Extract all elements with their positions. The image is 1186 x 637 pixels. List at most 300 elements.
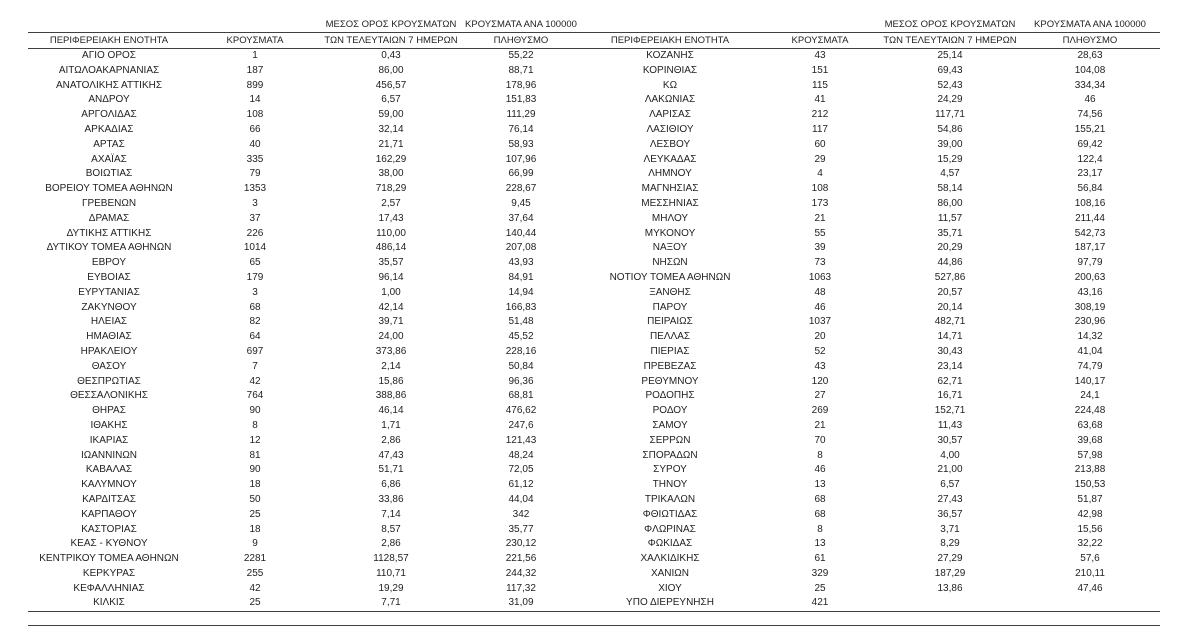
table-row <box>28 301 1160 316</box>
value-cell: 117,32 <box>506 582 536 594</box>
value-cell: 17,43 <box>378 212 404 224</box>
value-cell: 42,98 <box>1077 508 1103 520</box>
value-cell: 334,34 <box>1074 79 1106 91</box>
region-cell: ΦΛΩΡΙΝΑΣ <box>644 523 696 535</box>
value-cell: 16,71 <box>937 390 963 402</box>
value-cell: 20,14 <box>937 301 963 313</box>
region-cell: ΜΥΚΟΝΟΥ <box>644 227 696 239</box>
value-cell: 29 <box>814 153 826 165</box>
value-cell: 308,19 <box>1074 301 1106 313</box>
value-cell: 76,14 <box>508 123 534 135</box>
value-cell: 30,43 <box>937 345 963 357</box>
footer-rule-cell <box>28 612 1160 626</box>
value-cell: 55 <box>814 227 826 239</box>
table-footer <box>28 612 1160 626</box>
value-cell: 108 <box>246 109 264 121</box>
value-cell: 51,48 <box>508 316 534 328</box>
region-cell: ΘΕΣΠΡΩΤΙΑΣ <box>77 375 141 387</box>
table-row <box>28 256 1160 271</box>
value-cell: 25 <box>814 582 826 594</box>
value-cell: 37 <box>249 212 261 224</box>
value-cell: 30,57 <box>937 434 963 446</box>
value-cell: 57,6 <box>1080 553 1100 565</box>
region-cell: ΡΟΔΟΥ <box>652 405 688 417</box>
value-cell: 48 <box>814 286 826 298</box>
value-cell: 38,00 <box>378 168 404 180</box>
table-row <box>28 463 1160 478</box>
region-cell: ΕΥΒΟΙΑΣ <box>87 271 131 283</box>
region-cell: ΣΕΡΡΩΝ <box>649 434 691 446</box>
region-cell: ΑΡΤΑΣ <box>93 138 125 150</box>
value-cell: 226 <box>246 227 264 239</box>
value-cell: 21,00 <box>937 464 963 476</box>
table-row <box>28 389 1160 404</box>
region-cell: ΧΑΛΚΙΔΙΚΗΣ <box>640 553 700 565</box>
value-cell: 110,71 <box>376 567 406 579</box>
region-cell: ΗΜΑΘΙΑΣ <box>86 331 132 343</box>
value-cell: 3 <box>252 197 258 209</box>
value-cell: 42 <box>249 375 261 387</box>
value-cell: 764 <box>246 390 264 402</box>
value-cell: 542,73 <box>1074 227 1106 239</box>
value-cell: 187,29 <box>934 567 966 579</box>
value-cell: 21 <box>814 419 826 431</box>
region-cell: ΑΡΚΑΔΙΑΣ <box>84 123 134 135</box>
table-row <box>28 567 1160 582</box>
table-row <box>28 508 1160 523</box>
region-cell: ΜΕΣΣΗΝΙΑΣ <box>641 197 699 209</box>
table-row <box>28 493 1160 508</box>
value-cell: 24,29 <box>937 94 963 106</box>
value-cell: 55,22 <box>508 50 534 61</box>
value-cell: 476,62 <box>505 405 537 417</box>
value-cell: 42 <box>249 582 261 594</box>
value-cell: 51,87 <box>1077 493 1103 505</box>
region-cell: ΝΟΤΙΟΥ ΤΟΜΕΑ ΑΘΗΝΩΝ <box>609 271 731 283</box>
value-cell: 1,71 <box>381 419 401 431</box>
value-cell: 187 <box>246 64 264 76</box>
value-cell: 96,14 <box>378 271 404 283</box>
region-cell: ΑΧΑΪΑΣ <box>91 153 127 165</box>
table-row <box>28 153 1160 168</box>
value-cell: 44,04 <box>508 493 534 505</box>
region-cell: ΠΕΙΡΑΙΩΣ <box>647 316 693 328</box>
value-cell: 4,57 <box>940 168 960 180</box>
value-cell: 15,56 <box>1077 523 1103 535</box>
value-cell: 155,21 <box>1074 123 1106 135</box>
value-cell: 421 <box>760 596 880 611</box>
value-cell: 2,57 <box>381 197 401 209</box>
value-cell: 373,86 <box>375 345 407 357</box>
region-cell: ΘΑΣΟΥ <box>91 360 127 372</box>
value-cell: 65 <box>249 257 261 269</box>
value-cell: 73 <box>814 257 826 269</box>
value-cell: 32,22 <box>1077 538 1103 550</box>
table-row <box>28 419 1160 434</box>
value-cell: 210,11 <box>1075 567 1105 579</box>
header-per100k-left-line1: ΚΡΟΥΣΜΑΤΑ ΑΝΑ 100000 <box>462 12 580 33</box>
header-avg7-left-line1: ΜΕΣΟΣ ΟΡΟΣ ΚΡΟΥΣΜΑΤΩΝ <box>320 12 462 33</box>
value-cell: 230,96 <box>1074 316 1106 328</box>
region-cell: ΗΡΑΚΛΕΙΟΥ <box>80 345 138 357</box>
value-cell: 179 <box>246 271 264 283</box>
value-cell: 104,08 <box>1074 64 1106 76</box>
value-cell: 20,29 <box>937 242 963 254</box>
value-cell: 46 <box>1084 94 1096 106</box>
value-cell: 166,83 <box>505 301 537 313</box>
value-cell: 13 <box>814 479 826 491</box>
value-cell: 9,45 <box>511 197 531 209</box>
value-cell: 46 <box>814 464 826 476</box>
table-row <box>28 227 1160 242</box>
region-cell: ΛΑΡΙΣΑΣ <box>649 109 691 121</box>
value-cell: 1128,57 <box>373 553 409 565</box>
value-cell: 8 <box>252 419 258 431</box>
header-cases-left: ΚΡΟΥΣΜΑΤΑ <box>190 33 320 49</box>
value-cell: 213,88 <box>1074 464 1106 476</box>
value-cell: 46,14 <box>378 405 404 417</box>
value-cell: 697 <box>246 345 264 357</box>
value-cell: 81 <box>249 449 261 461</box>
value-cell: 66,99 <box>508 168 534 180</box>
region-cell: ΒΟΙΩΤΙΑΣ <box>85 168 133 180</box>
value-cell: 6,57 <box>940 479 960 491</box>
value-cell: 178,96 <box>505 79 537 91</box>
value-cell: 2281 <box>243 553 267 565</box>
region-cell: ΑΝΑΤΟΛΙΚΗΣ ΑΤΤΙΚΗΣ <box>55 79 163 91</box>
region-cell: ΣΠΟΡΑΔΩΝ <box>642 449 698 461</box>
value-cell: 20 <box>814 331 826 343</box>
value-cell: 33,86 <box>378 493 404 505</box>
value-cell: 122,4 <box>1077 153 1103 165</box>
region-cell: ΠΑΡΟΥ <box>652 301 688 313</box>
region-cell: ΣΑΜΟΥ <box>652 419 688 431</box>
value-cell <box>1020 596 1160 611</box>
value-cell: 2,86 <box>381 434 401 446</box>
value-cell: 7,14 <box>381 508 401 520</box>
header-avg7-left-line2: ΤΩΝ ΤΕΛΕΥΤΑΙΩΝ 7 ΗΜΕΡΩΝ <box>320 33 462 49</box>
table-row <box>28 108 1160 123</box>
value-cell: 69,42 <box>1077 138 1103 150</box>
value-cell: 15,29 <box>937 153 963 165</box>
value-cell: 456,57 <box>375 79 407 91</box>
regional-cases-table <box>28 12 1160 626</box>
value-cell: 68 <box>814 493 826 505</box>
region-cell: ΙΚΑΡΙΑΣ <box>89 434 129 446</box>
table-row <box>28 360 1160 375</box>
value-cell: 66 <box>249 123 261 135</box>
value-cell: 35,77 <box>508 523 534 535</box>
header-avg7-right-line1: ΜΕΣΟΣ ΟΡΟΣ ΚΡΟΥΣΜΑΤΩΝ <box>880 12 1020 33</box>
region-cell: ΗΛΕΙΑΣ <box>90 316 128 328</box>
value-cell: 74,56 <box>1077 109 1103 121</box>
value-cell: 32,14 <box>378 123 404 135</box>
region-cell: ΤΡΙΚΑΛΩΝ <box>644 493 696 505</box>
value-cell: 23,14 <box>937 360 963 372</box>
value-cell: 20,57 <box>937 286 963 298</box>
region-cell: ΕΥΡΥΤΑΝΙΑΣ <box>78 286 140 298</box>
value-cell: 35,71 <box>937 227 963 239</box>
region-cell: ΝΗΣΩΝ <box>652 257 688 269</box>
value-cell: 140,44 <box>505 227 537 239</box>
value-cell: 70 <box>814 434 826 446</box>
value-cell: 25 <box>249 508 261 520</box>
value-cell: 2,14 <box>381 360 401 372</box>
value-cell: 6,86 <box>381 479 401 491</box>
value-cell: 23,17 <box>1077 168 1103 180</box>
footer-rule-row <box>28 612 1160 626</box>
value-cell: 230,12 <box>505 538 537 550</box>
region-cell: ΔΥΤΙΚΗΣ ΑΤΤΙΚΗΣ <box>66 227 152 239</box>
header-region-right: ΠΕΡΙΦΕΡΕΙΑΚΗ ΕΝΟΤΗΤΑ <box>580 33 760 49</box>
table-row <box>28 330 1160 345</box>
value-cell: 1,00 <box>381 286 401 298</box>
region-cell: ΑΙΤΩΛΟΑΚΑΡΝΑΝΙΑΣ <box>58 64 160 76</box>
value-cell: 68 <box>249 301 261 313</box>
value-cell: 13,86 <box>937 582 963 594</box>
value-cell: 86,00 <box>937 197 963 209</box>
region-cell: ΛΑΣΙΘΙΟΥ <box>646 123 694 135</box>
region-cell: ΒΟΡΕΙΟΥ ΤΟΜΕΑ ΑΘΗΝΩΝ <box>45 183 173 195</box>
region-cell: ΠΡΕΒΕΖΑΣ <box>643 360 697 372</box>
header-avg7-right-line2: ΤΩΝ ΤΕΛΕΥΤΑΙΩΝ 7 ΗΜΕΡΩΝ <box>880 33 1020 49</box>
value-cell: 74,79 <box>1077 360 1103 372</box>
value-cell: 47,46 <box>1077 582 1103 594</box>
value-cell: 48,24 <box>508 449 534 461</box>
value-cell: 8 <box>817 449 823 461</box>
value-cell: 39 <box>814 242 826 254</box>
table-row <box>28 375 1160 390</box>
value-cell: 108,16 <box>1074 197 1106 209</box>
value-cell: 64 <box>249 331 261 343</box>
value-cell: 14,32 <box>1077 331 1103 343</box>
value-cell: 718,29 <box>375 183 407 195</box>
region-cell: ΝΑΞΟΥ <box>652 242 688 254</box>
region-cell: ΚΑΛΥΜΝΟΥ <box>81 479 137 491</box>
value-cell: 7 <box>252 360 258 372</box>
value-cell: 15,86 <box>378 375 404 387</box>
value-cell: 486,14 <box>375 242 407 254</box>
value-cell: 4,00 <box>940 449 960 461</box>
value-cell: 1014 <box>243 242 267 254</box>
value-cell: 11,57 <box>937 212 963 224</box>
value-cell: 120 <box>811 375 829 387</box>
region-cell: ΖΑΚΥΝΘΟΥ <box>81 301 137 313</box>
value-cell: 57,98 <box>1077 449 1103 461</box>
header-per100k-right-line1: ΚΡΟΥΣΜΑΤΑ ΑΝΑ 100000 <box>1020 12 1160 33</box>
value-cell: 8,29 <box>940 538 960 550</box>
value-cell: 43,93 <box>508 257 534 269</box>
value-cell: 151,83 <box>505 94 537 106</box>
region-cell: ΚΑΡΠΑΘΟΥ <box>81 508 137 520</box>
value-cell: 68 <box>814 508 826 520</box>
region-cell: ΑΝΔΡΟΥ <box>88 94 130 106</box>
region-cell: ΚΟΖΑΝΗΣ <box>646 50 694 61</box>
value-cell: 25 <box>190 596 320 611</box>
table-row <box>28 182 1160 197</box>
value-cell: 108 <box>811 183 829 195</box>
value-cell: 1037 <box>808 316 832 328</box>
table-body <box>28 49 1160 612</box>
value-cell: 140,17 <box>1074 375 1106 387</box>
value-cell: 60 <box>814 138 826 150</box>
value-cell: 12 <box>249 434 261 446</box>
table-row <box>28 552 1160 567</box>
value-cell: 50 <box>249 493 261 505</box>
value-cell: 35,57 <box>378 257 404 269</box>
value-cell: 82 <box>249 316 261 328</box>
value-cell: 25,14 <box>937 50 963 61</box>
value-cell: 200,63 <box>1074 271 1106 283</box>
table-row <box>28 197 1160 212</box>
value-cell: 527,86 <box>934 271 966 283</box>
table-row <box>28 523 1160 538</box>
table-row <box>28 315 1160 330</box>
value-cell: 68,81 <box>508 390 534 402</box>
value-cell <box>880 596 1020 611</box>
value-cell: 2,86 <box>381 538 401 550</box>
value-cell: 41,04 <box>1077 345 1103 357</box>
value-cell: 110,00 <box>376 227 406 239</box>
value-cell: 121,43 <box>505 434 537 446</box>
header-row-bottom <box>28 33 1160 49</box>
value-cell: 90 <box>249 405 261 417</box>
value-cell: 221,56 <box>505 553 537 565</box>
region-cell: ΚΕΑΣ - ΚΥΘΝΟΥ <box>70 538 148 550</box>
value-cell: 43 <box>814 50 826 61</box>
value-cell: 14 <box>249 94 261 106</box>
value-cell: 52,43 <box>937 79 963 91</box>
value-cell: 3,71 <box>940 523 960 535</box>
value-cell: 43 <box>814 360 826 372</box>
value-cell: 28,63 <box>1077 50 1103 61</box>
value-cell: 21 <box>814 212 826 224</box>
value-cell: 187,17 <box>1074 242 1106 254</box>
header-spacer <box>28 12 190 33</box>
value-cell: 107,96 <box>505 153 537 165</box>
value-cell: 40 <box>249 138 261 150</box>
value-cell: 27,29 <box>937 553 963 565</box>
table-row <box>28 286 1160 301</box>
value-cell: 21,71 <box>378 138 404 150</box>
region-cell: ΡΕΘΥΜΝΟΥ <box>641 375 699 387</box>
header-spacer <box>190 12 320 33</box>
region-cell: ΣΥΡΟΥ <box>653 464 687 476</box>
value-cell: 269 <box>811 405 829 417</box>
table-row <box>28 582 1160 597</box>
value-cell: 388,86 <box>375 390 407 402</box>
region-cell: ΙΘΑΚΗΣ <box>90 419 128 431</box>
table-row <box>28 271 1160 286</box>
value-cell: 46 <box>814 301 826 313</box>
region-cell: ΑΓΙΟ ΟΡΟΣ <box>82 50 136 61</box>
header-per100k-right-line2: ΠΛΗΘΥΣΜΟ <box>1020 33 1160 49</box>
region-cell: ΧΑΝΙΩΝ <box>650 567 690 579</box>
table-row <box>28 64 1160 79</box>
table-row <box>28 49 1160 64</box>
value-cell: 1063 <box>808 271 832 283</box>
value-cell: 44,86 <box>937 257 963 269</box>
region-cell: ΛΑΚΩΝΙΑΣ <box>644 94 696 106</box>
table-row <box>28 79 1160 94</box>
value-cell: 342 <box>512 508 530 520</box>
value-cell: 45,52 <box>508 331 534 343</box>
value-cell: 115 <box>812 79 828 91</box>
region-cell: ΕΒΡΟΥ <box>91 257 127 269</box>
value-cell: 18 <box>249 479 261 491</box>
table-row <box>28 404 1160 419</box>
region-cell: ΘΗΡΑΣ <box>92 405 126 417</box>
region-cell: ΚΩ <box>662 79 678 91</box>
region-cell: ΚΕΦΑΛΛΗΝΙΑΣ <box>73 582 145 594</box>
value-cell: 58,93 <box>508 138 534 150</box>
table-row <box>28 123 1160 138</box>
table-row <box>28 241 1160 256</box>
value-cell: 335 <box>246 153 264 165</box>
value-cell: 39,71 <box>378 316 404 328</box>
table-row <box>28 449 1160 464</box>
value-cell: 62,71 <box>937 375 963 387</box>
value-cell: 247,6 <box>508 419 534 431</box>
value-cell: 255 <box>246 567 264 579</box>
region-cell: ΚΙΛΚΙΣ <box>28 596 190 611</box>
value-cell: 150,53 <box>1074 479 1106 491</box>
value-cell: 69,43 <box>937 64 963 76</box>
region-cell: ΦΩΚΙΔΑΣ <box>647 538 693 550</box>
header-spacer <box>580 12 760 33</box>
value-cell: 162,29 <box>375 153 407 165</box>
header-cases-right: ΚΡΟΥΣΜΑΤΑ <box>760 33 880 49</box>
value-cell: 27 <box>814 390 826 402</box>
value-cell: 37,64 <box>508 212 534 224</box>
region-cell: ΓΡΕΒΕΝΩΝ <box>81 197 137 209</box>
value-cell: 41 <box>814 94 826 106</box>
table-row <box>28 478 1160 493</box>
value-cell: 11,43 <box>937 419 963 431</box>
value-cell: 50,84 <box>508 360 534 372</box>
value-cell: 9 <box>252 538 258 550</box>
value-cell: 43,16 <box>1077 286 1103 298</box>
header-spacer <box>760 12 880 33</box>
value-cell: 3 <box>252 286 258 298</box>
value-cell: 61 <box>814 553 826 565</box>
value-cell: 7,71 <box>320 596 462 611</box>
value-cell: 14,71 <box>937 331 963 343</box>
value-cell: 8,57 <box>381 523 401 535</box>
value-cell: 72,05 <box>508 464 534 476</box>
value-cell: 152,71 <box>934 405 966 417</box>
region-cell: ΠΙΕΡΙΑΣ <box>650 345 690 357</box>
value-cell: 39,00 <box>937 138 963 150</box>
value-cell: 54,86 <box>937 123 963 135</box>
value-cell: 59,00 <box>378 109 404 121</box>
value-cell: 8 <box>817 523 823 535</box>
value-cell: 42,14 <box>378 301 404 313</box>
value-cell: 63,68 <box>1077 419 1103 431</box>
region-cell: ΥΠΟ ΔΙΕΡΕΥΝΗΣΗ <box>580 596 760 611</box>
value-cell: 1 <box>252 50 258 61</box>
value-cell: 14,94 <box>508 286 534 298</box>
region-cell: ΚΑΒΑΛΑΣ <box>85 464 133 476</box>
region-cell: ΡΟΔΟΠΗΣ <box>645 390 695 402</box>
value-cell: 0,43 <box>381 50 401 61</box>
region-cell: ΑΡΓΟΛΙΔΑΣ <box>81 109 137 121</box>
value-cell: 228,67 <box>505 183 537 195</box>
table-row <box>28 434 1160 449</box>
value-cell: 13 <box>814 538 826 550</box>
region-cell: ΙΩΑΝΝΙΝΩΝ <box>80 449 138 461</box>
value-cell: 24,1 <box>1080 390 1100 402</box>
